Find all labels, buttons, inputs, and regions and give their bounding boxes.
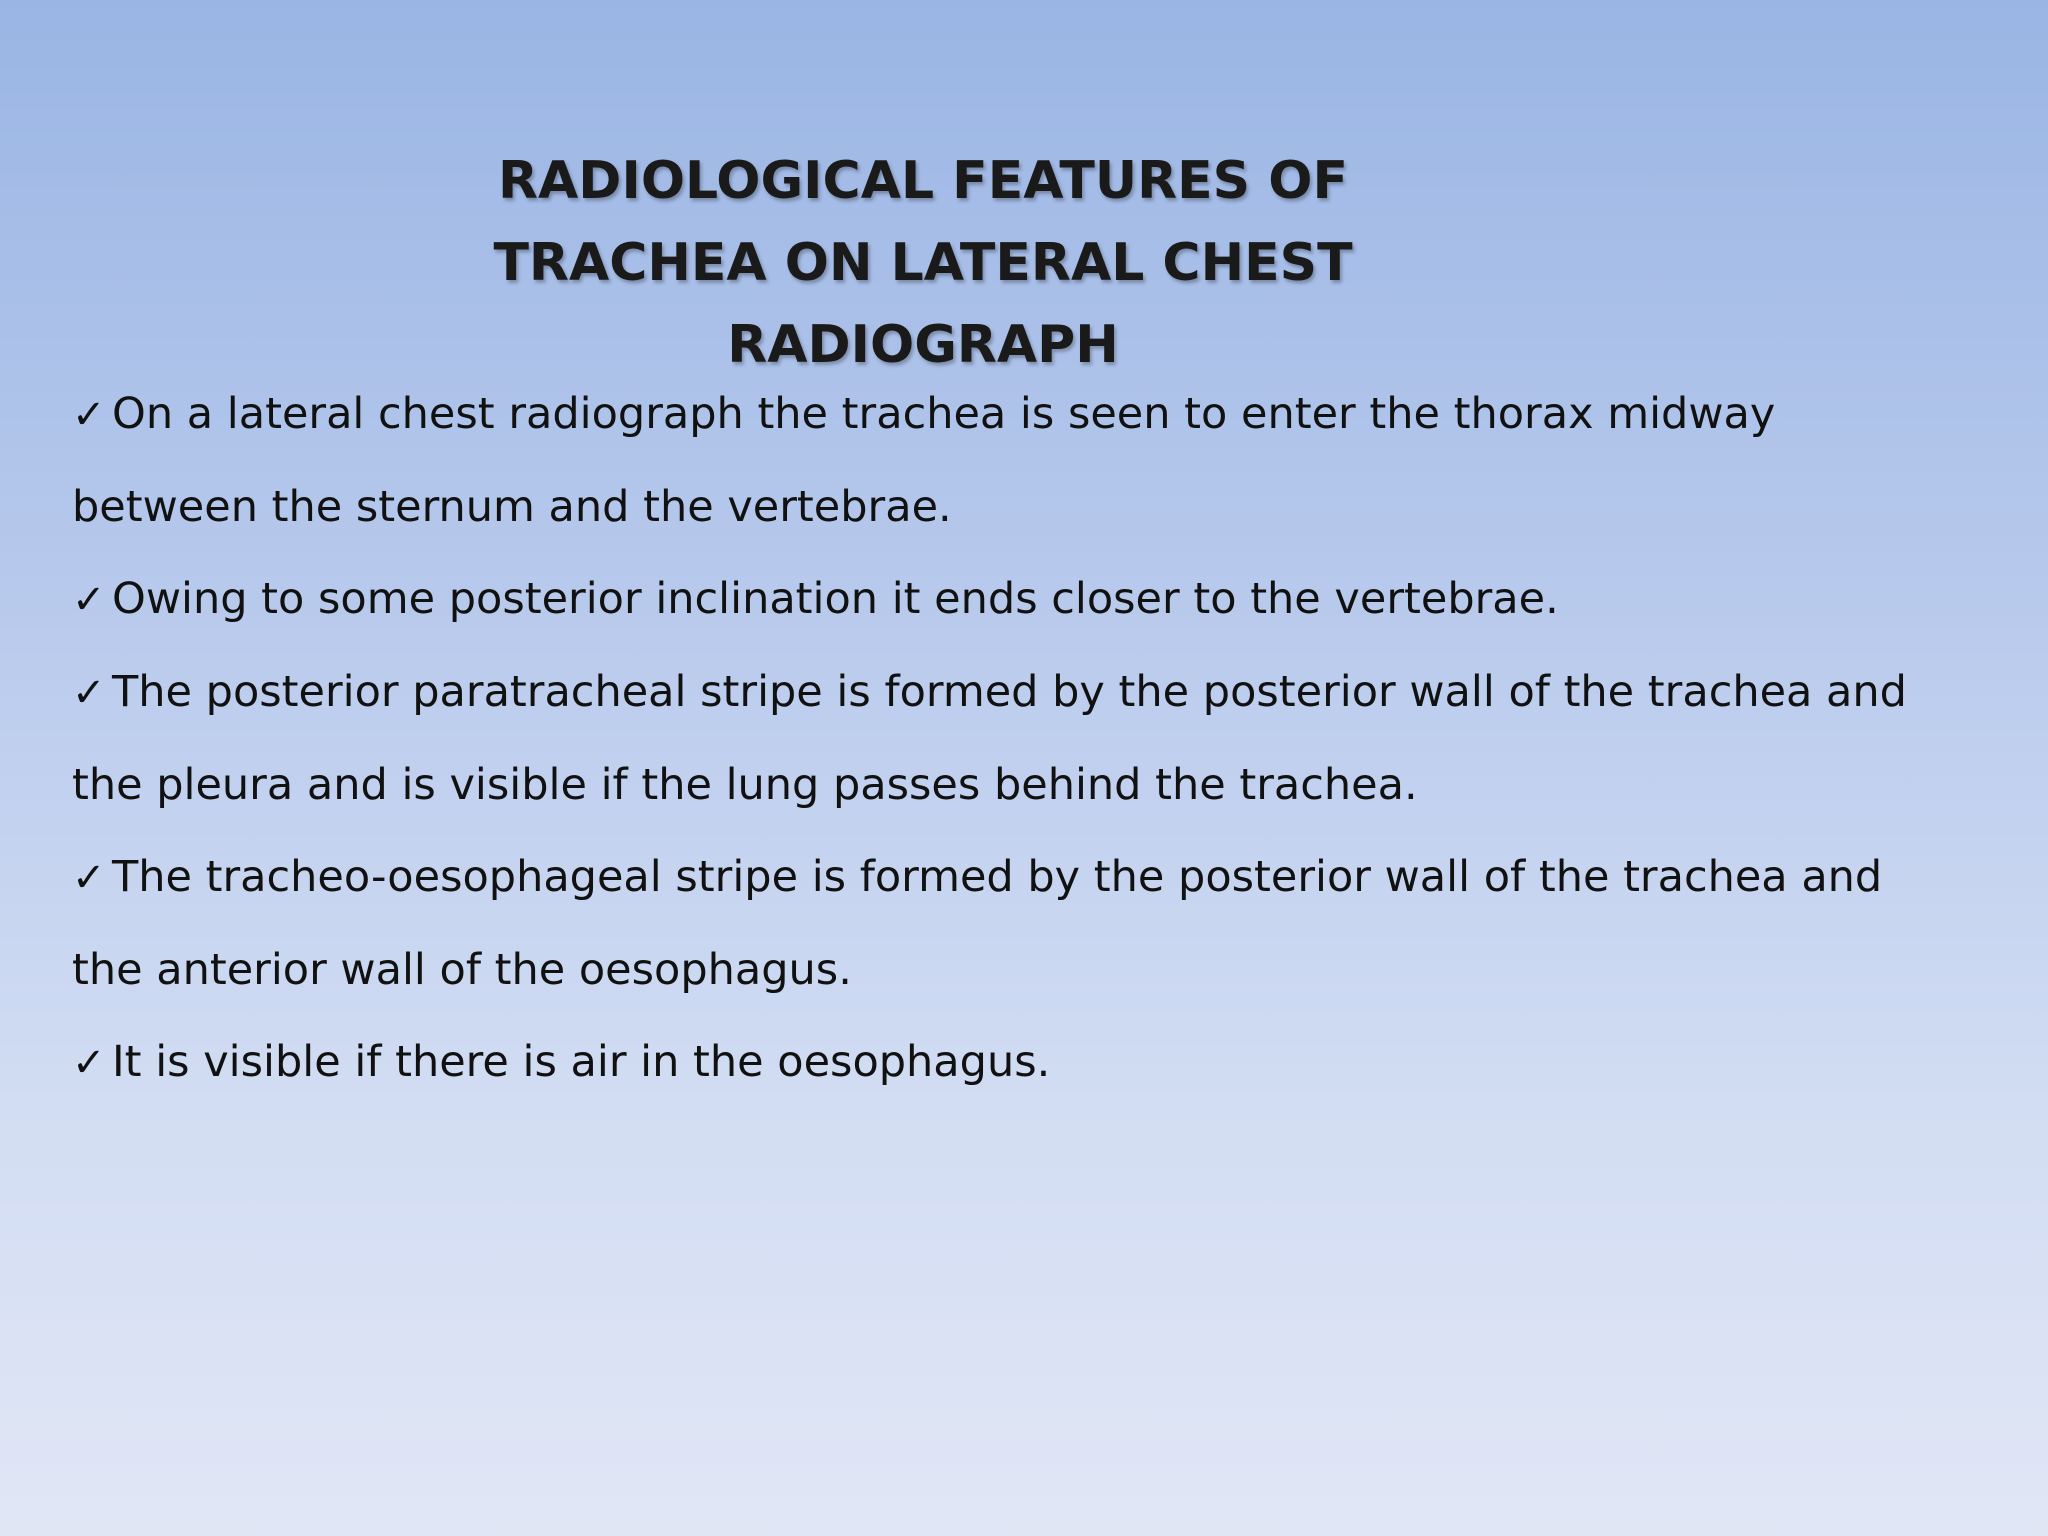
check-icon: ✓ bbox=[72, 392, 106, 438]
bullet-text: On a lateral chest radiograph the trachea is seen to enter the thorax midway between the sternum and the vertebrae. bbox=[72, 389, 1776, 532]
bullet-text: Owing to some posterior inclination it ends closer to the vertebrae. bbox=[112, 574, 1559, 624]
bullet-text: It is visible if there is air in the oesophagus. bbox=[112, 1037, 1051, 1087]
bullet-item bbox=[72, 553, 1932, 646]
slide-title bbox=[470, 140, 1376, 386]
bullet-text: The tracheo-oesophageal stripe is formed by the posterior wall of the trachea and the anterior wall of the oesophagus. bbox=[72, 852, 1883, 995]
bullet-item bbox=[72, 1016, 1932, 1109]
title-line-3: RADIOGRAPH bbox=[727, 315, 1119, 375]
bullet-item bbox=[72, 368, 1932, 553]
check-icon: ✓ bbox=[72, 577, 106, 623]
check-icon: ✓ bbox=[72, 855, 106, 901]
title-line-2: TRACHEA ON LATERAL CHEST bbox=[493, 233, 1353, 293]
bullet-item bbox=[72, 646, 1932, 831]
bullet-item bbox=[72, 831, 1932, 1016]
bullet-list bbox=[72, 368, 1932, 1109]
check-icon: ✓ bbox=[72, 1040, 106, 1086]
check-icon: ✓ bbox=[72, 670, 106, 716]
bullet-text: The posterior paratracheal stripe is formed by the posterior wall of the trachea and the pleura and is visible if the lung passes behind the trachea. bbox=[72, 667, 1907, 810]
title-line-1: RADIOLOGICAL FEATURES OF bbox=[498, 151, 1348, 211]
